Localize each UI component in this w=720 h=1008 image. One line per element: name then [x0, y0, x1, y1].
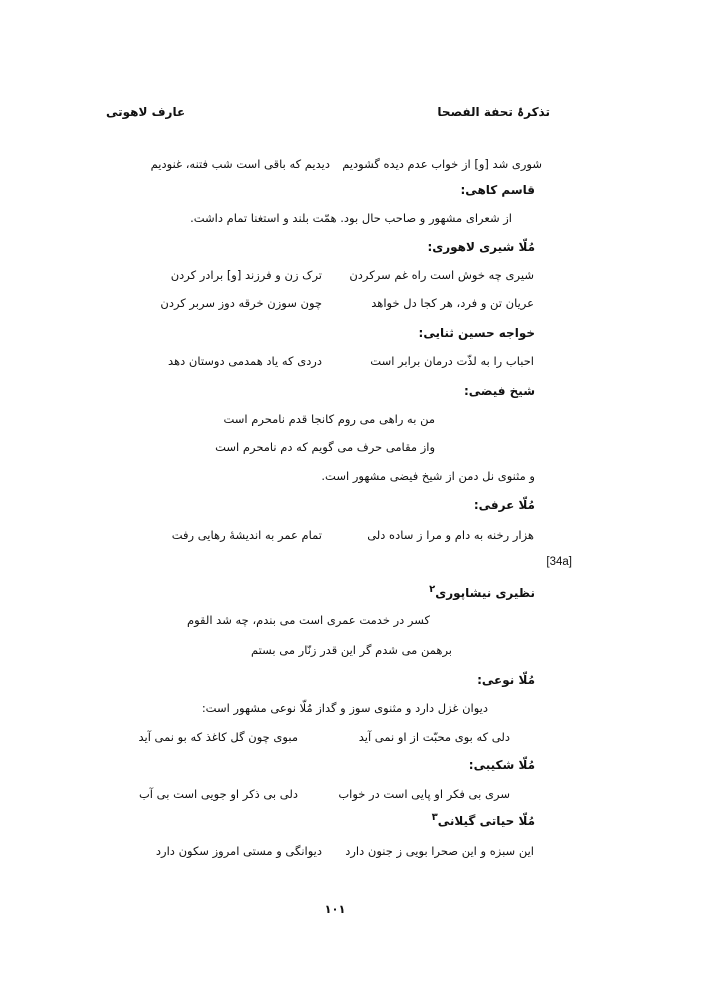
verse-line-centered: کسر در خدمت عمری است می بندم، چه شد القوم — [186, 613, 430, 627]
hemistich-first: شیری چه خوش است راه غم سرکردن — [349, 268, 534, 282]
folio-reference: [34a] — [546, 556, 572, 568]
hemistich-second: ترک زن و فرزند [و] برادر کردن — [170, 268, 322, 282]
hemistich-first: این سبزه و این صحرا بویی ز جنون دارد — [345, 844, 534, 858]
page-number: ۱۰۱ — [324, 902, 346, 916]
hemistich-second: دلی بی ذکر او جویی است بی آب — [138, 787, 298, 801]
running-header-right: تذکرۂ تحفة الفصحا — [437, 105, 550, 119]
verse-couplet — [151, 157, 542, 171]
section-heading: مُلّا عرفی: — [473, 498, 535, 512]
section-heading: شیخ فیضی: — [463, 384, 535, 398]
hemistich-second: چون سوزن خرقه دوز سربر کردن — [160, 296, 322, 310]
prose-paragraph: از شعرای مشهور و صاحب حال بود. همّت بلند و استغنا تمام داشت. — [190, 211, 512, 225]
hemistich-second: مبوی چون گل کاغذ که بو نمی آید — [138, 730, 298, 744]
verse-couplet — [156, 844, 534, 858]
section-heading: خواجه حسین ثنایی: — [418, 326, 535, 340]
heading-text: مُلّا حیاتی گیلانی — [437, 814, 535, 828]
hemistich-second: تمام عمر به اندیشهٔ رهایی رفت — [171, 528, 322, 542]
hemistich-first: سری بی فکر او پایی است در خواب — [338, 787, 510, 801]
footnote-marker: ۲ — [429, 584, 436, 595]
hemistich-first: احباب را به لذّت درمان برابر است — [370, 354, 534, 368]
hemistich-second: دیوانگی و مستی امروز سکون دارد — [155, 844, 322, 858]
section-heading — [432, 812, 535, 828]
hemistich-first: دلی که بوی محبّت از او نمی آید — [358, 730, 510, 744]
verse-couplet — [160, 296, 534, 310]
verse-couplet — [168, 354, 534, 368]
verse-line-centered: من به راهی می روم کانجا قدم نامحرم است — [223, 412, 435, 426]
prose-paragraph: دیوان غزل دارد و مثنوی سوز و گداز مُلّا نوعی مشهور است: — [201, 701, 488, 715]
verse-line-centered: برهمن می شدم گر این قدر زنّار می بستم — [251, 643, 452, 657]
hemistich-second: دیدیم که باقی است شب فتنه، غنودیم — [150, 157, 330, 171]
hemistich-first: شوری شد [و] از خواب عدم دیده گشودیم — [342, 157, 542, 171]
section-heading: مُلّا نوعی: — [477, 673, 535, 687]
section-heading: قاسم کاهی: — [460, 183, 535, 197]
verse-line-centered: واز مقامی حرف می گویم که دم نامحرم است — [215, 440, 435, 454]
section-heading — [429, 584, 535, 600]
footnote-marker: ۳ — [431, 812, 438, 823]
section-heading: مُلّا شیری لاهوری: — [427, 240, 535, 254]
hemistich-second: دردی که یاد همدمی دوستان دهد — [168, 354, 322, 368]
running-header-left: عارف لاهوتی — [106, 105, 186, 119]
hemistich-first: هزار رخنه به دام و مرا ز ساده دلی — [367, 528, 534, 542]
prose-paragraph: و مثنوی نل دمن از شیخ فیضی مشهور است. — [321, 469, 535, 483]
heading-text: نظیری نیشاپوری — [435, 586, 535, 600]
verse-couplet — [172, 528, 534, 542]
verse-couplet — [171, 268, 534, 282]
verse-couplet — [138, 730, 510, 744]
verse-couplet — [139, 787, 510, 801]
hemistich-first: عریان تن و فرد، هر کجا دل خواهد — [371, 296, 534, 310]
section-heading: مُلّا شکیبی: — [468, 758, 535, 772]
